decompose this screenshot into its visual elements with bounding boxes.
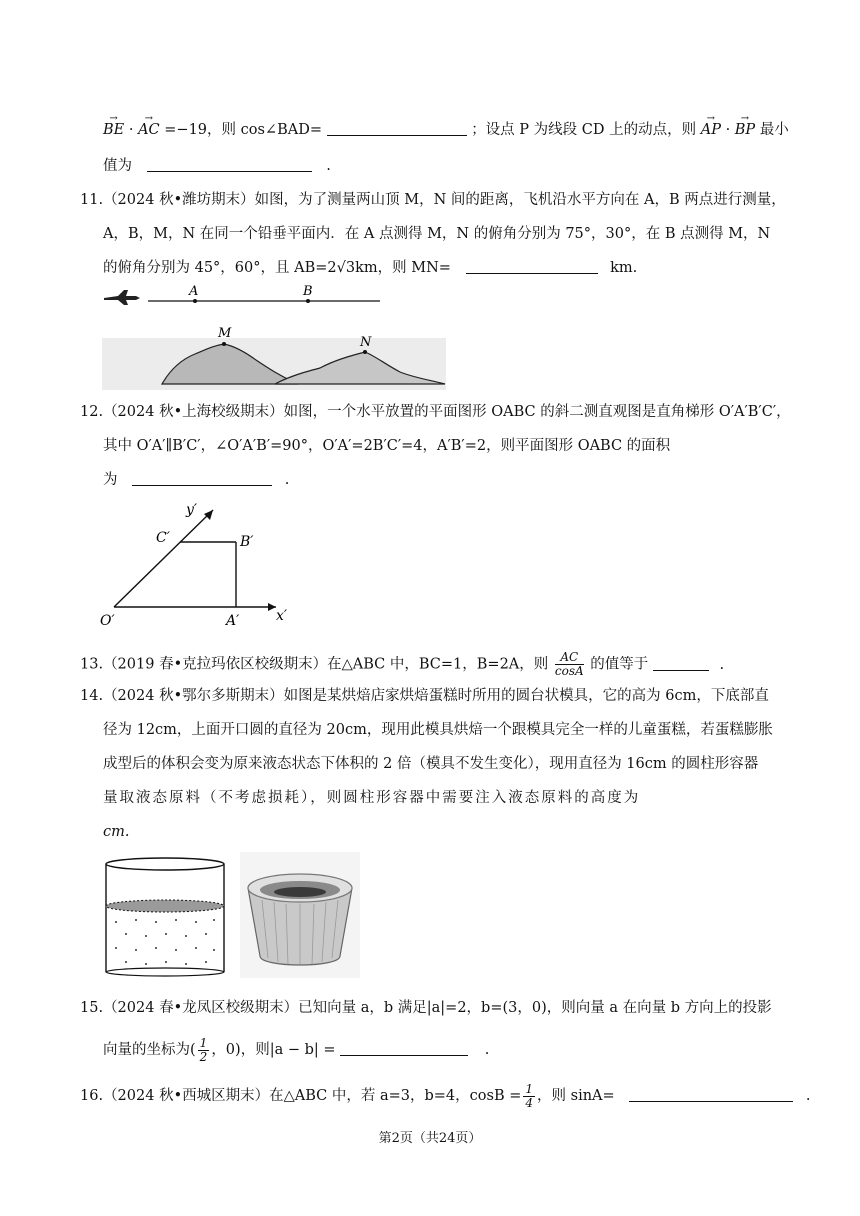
label-A: A	[189, 284, 199, 299]
label-M: M	[218, 326, 232, 341]
vector-BP: → BP	[735, 120, 755, 140]
fraction-one-half: $\frac{1}{2}$	[199, 1035, 208, 1064]
y-axis	[114, 510, 213, 607]
q14-line3: 成型后的体积会变为原来液态状态下体积的 2 倍（模具不发生变化），现用直径为 16cm 的圆柱形容器	[103, 756, 759, 772]
answer-blank-q10-min[interactable]	[147, 157, 312, 172]
answer-blank-q13[interactable]	[653, 656, 709, 671]
point-N	[363, 350, 367, 354]
label-O: O′	[100, 613, 115, 628]
figure-trapezoid	[98, 498, 298, 628]
label-A: A′	[226, 613, 240, 628]
answer-blank-q12[interactable]	[132, 471, 272, 486]
liquid-surface	[106, 900, 224, 912]
q10-tail-line2: 值为 .	[103, 158, 331, 174]
fraction-AC-over-cosA: $\frac{AC}{\cos A}$	[554, 650, 584, 678]
label-C: C′	[156, 530, 170, 546]
x-axis-arrow-icon	[268, 603, 276, 611]
q11-line1: 11.（2024 秋•潍坊期末）如图，为了测量两山顶 M，N 间的距离，飞机沿水平方向在 A，B 两点进行测量，	[80, 192, 786, 208]
y-axis-arrow-icon	[204, 510, 213, 520]
point-B	[306, 299, 310, 303]
q13-line: 13.（2019 春•克拉玛依区校级期末）在△ABC 中，BC=1，B=2A，则 $\frac{AC}{\cos A}$ 的值等于 .	[80, 650, 725, 678]
q12-line1: 12.（2024 秋•上海校级期末）如图，一个水平放置的平面图形 OABC 的斜二测直观图是直角梯形 O′A′B′C′，	[80, 404, 791, 420]
q14-line1: 14.（2024 秋•鄂尔多斯期末）如图是某烘焙店家烘焙蛋糕时所用的圆台状模具，它的高为 6cm，下底部直	[80, 688, 769, 704]
vector-AC: → AC	[138, 120, 160, 140]
q14-line2: 径为 12cm，上面开口圆的直径为 20cm，现用此模具烘焙一个跟模具完全一样的儿童蛋糕，若蛋糕膨胀	[103, 722, 773, 738]
q14-line4: 量取液态原料（不考虑损耗），则圆柱形容器中需要注入液态原料的高度为	[103, 790, 641, 806]
answer-blank-q16[interactable]	[629, 1087, 793, 1102]
q16-line: 16.（2024 秋•西城区期末）在△ABC 中，若 a=3，b=4，cosB = $\frac{1}{4}$ ，则 sinA= .	[80, 1081, 811, 1110]
answer-blank-q10-cos[interactable]	[327, 121, 467, 136]
page-number: 第2页（共24页）	[378, 1131, 482, 1146]
q15-line1: 15.（2024 春•龙凤区校级期末）已知向量 a，b 满足|a|=2，b=(3，0)，则向量 a 在向量 b 方向上的投影	[80, 1000, 772, 1016]
label-x: x′	[276, 608, 288, 624]
airplane-icon	[104, 290, 140, 305]
q11-line2: A，B，M，N 在同一个铅垂平面内．在 A 点测得 M，N 的俯角分别为 75°，30°，在 B 点测得 M，N	[103, 226, 771, 242]
label-N: N	[360, 335, 372, 350]
answer-blank-q11[interactable]	[466, 259, 598, 274]
point-A	[193, 299, 197, 303]
vector-BE: → BE	[103, 120, 124, 140]
point-M	[222, 342, 226, 346]
label-B: B	[303, 284, 313, 299]
fraction-one-quarter: $\frac{1}{4}$	[525, 1081, 534, 1110]
label-y: y′	[186, 502, 198, 518]
label-B: B′	[240, 534, 254, 550]
figure-cake-mold	[240, 852, 360, 978]
q11-line3: 的俯角分别为 45°，60°，且 AB=2√3km，则 MN= km.	[103, 260, 638, 276]
q15-line2: 向量的坐标为( $\frac{1}{2}$ ，0)，则|a − b| = .	[103, 1035, 490, 1064]
figure-mountains	[100, 280, 450, 392]
q14-line5: cm.	[103, 824, 130, 840]
q10-tail-line1: → BE · → AC =−19，则 cos∠BAD= ；设点 P 为线段 CD 上的动点，则 → AP · → BP 最小	[103, 120, 803, 140]
q12-line3: 为 .	[103, 472, 290, 488]
answer-blank-q15[interactable]	[340, 1041, 468, 1056]
vector-AP: → AP	[701, 120, 721, 140]
figure-cylinder-container	[100, 854, 230, 978]
q12-line2: 其中 O′A′∥B′C′，∠O′A′B′=90°，O′A′=2B′C′=4，A′B′=2，则平面图形 OABC 的面积	[103, 438, 671, 454]
